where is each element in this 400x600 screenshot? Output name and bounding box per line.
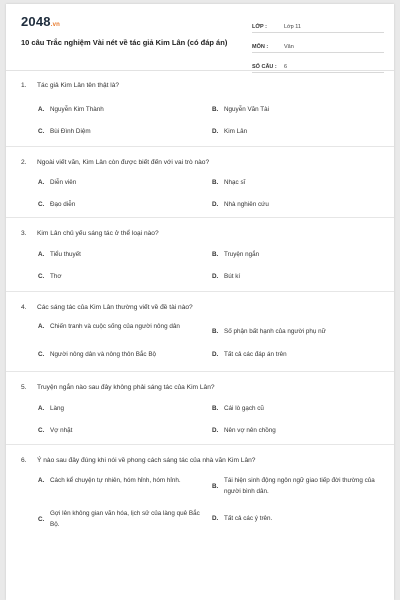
question-number: 3. — [21, 230, 27, 237]
meta-value: 6 — [284, 64, 288, 70]
option-text: Diễn viên — [50, 179, 77, 186]
question-list — [6, 70, 394, 560]
option-text: Thơ — [50, 273, 62, 280]
option-letter: D. — [212, 201, 219, 208]
question-prompt: Tác giả Kim Lân tên thật là? — [37, 82, 120, 89]
question-item — [6, 372, 394, 445]
question-text — [21, 292, 379, 311]
answer-option[interactable] — [212, 199, 269, 210]
answer-option[interactable] — [38, 104, 104, 115]
option-text: Tái hiện sinh động ngôn ngữ giao tiếp đời thường của người bình dân. — [224, 477, 375, 495]
option-text: Bùi Đình Diệm — [50, 128, 91, 135]
option-letter: B. — [212, 482, 219, 490]
option-text: Nguyễn Kim Thành — [50, 106, 104, 113]
question-text — [21, 445, 379, 464]
option-letter: C. — [38, 128, 45, 135]
answer-option[interactable] — [38, 321, 203, 332]
option-text: Nhà nghiên cứu — [224, 201, 269, 208]
option-letter: A. — [38, 251, 45, 258]
option-text: Nguyễn Văn Tài — [224, 106, 270, 113]
option-letter: B. — [212, 328, 219, 335]
option-text: Bút kí — [224, 273, 241, 280]
option-text: Kim Lân — [224, 128, 248, 135]
option-letter: D. — [212, 128, 219, 135]
option-letter: C. — [38, 273, 45, 280]
option-letter: B. — [212, 106, 219, 113]
question-text — [21, 147, 379, 166]
meta-label: SỐ CÂU : — [252, 64, 277, 70]
worksheet-header — [6, 4, 394, 71]
option-letter: A. — [38, 477, 45, 484]
meta-value: Văn — [284, 44, 294, 50]
question-text — [21, 218, 379, 237]
answer-option[interactable] — [212, 349, 287, 360]
answer-option[interactable] — [212, 104, 269, 115]
question-number: 6. — [21, 457, 27, 464]
option-letter: C. — [38, 515, 45, 523]
question-prompt: Ý nào sau đây đúng khi nói về phong cách sáng tác của nhà văn Kim Lân? — [37, 457, 256, 464]
option-text: Nhạc sĩ — [224, 179, 246, 186]
option-text: Tiểu thuyết — [50, 251, 81, 258]
question-item — [6, 292, 394, 372]
option-letter: D. — [212, 351, 219, 358]
option-text: Chiến tranh và cuộc sống của người nông dân — [50, 323, 180, 330]
logo-sub: .vn — [50, 22, 61, 28]
option-text: Truyện ngắn — [224, 251, 260, 258]
answer-option[interactable] — [212, 249, 259, 260]
option-letter: A. — [38, 323, 45, 330]
option-letter: C. — [38, 201, 45, 208]
site-logo[interactable] — [21, 14, 60, 29]
answer-option[interactable] — [38, 271, 61, 282]
option-letter: C. — [38, 427, 45, 434]
option-text: Gợi lên không gian văn hóa, lịch sử của làng quê Bắc Bộ. — [50, 510, 200, 528]
meta-label: MÔN : — [252, 44, 269, 50]
answer-option[interactable] — [38, 349, 156, 360]
answer-option[interactable] — [212, 403, 264, 414]
answer-option[interactable] — [212, 126, 247, 137]
meta-value: Lớp 11 — [284, 24, 301, 30]
question-number: 1. — [21, 82, 27, 89]
answer-option[interactable] — [38, 475, 206, 486]
answer-option[interactable] — [212, 177, 245, 188]
option-text: Tất cả các đáp án trên — [224, 351, 287, 358]
answer-option[interactable] — [38, 199, 75, 210]
answer-option[interactable] — [38, 403, 64, 414]
option-letter: B. — [212, 405, 219, 412]
option-text: Vợ nhặt — [50, 427, 73, 434]
option-letter: D. — [212, 273, 219, 280]
answer-option[interactable] — [212, 425, 276, 436]
question-item — [6, 70, 394, 147]
option-text: Tất cả các ý trên. — [224, 515, 273, 522]
question-text — [21, 372, 379, 391]
option-letter: C. — [38, 351, 45, 358]
answer-option[interactable] — [38, 126, 91, 137]
question-number: 5. — [21, 384, 27, 391]
answer-option[interactable] — [212, 513, 272, 524]
answer-option[interactable] — [212, 326, 326, 337]
answer-option[interactable] — [38, 425, 72, 436]
worksheet-page — [6, 4, 394, 600]
option-text: Nên vợ nên chồng — [224, 427, 276, 434]
option-letter: B. — [212, 251, 219, 258]
option-letter: B. — [212, 179, 219, 186]
question-text — [21, 70, 379, 89]
question-prompt: Các sáng tác của Kim Lân thường viết về đề tài nào? — [37, 304, 193, 311]
option-text: Cách kể chuyện tự nhiên, hóm hỉnh, hóm hỉnh. — [50, 477, 181, 484]
option-letter: A. — [38, 179, 45, 186]
meta-label: LỚP : — [252, 24, 267, 30]
worksheet-meta — [252, 16, 384, 76]
question-item — [6, 218, 394, 292]
answer-option[interactable] — [212, 271, 240, 282]
answer-option[interactable] — [38, 508, 206, 530]
question-prompt: Kim Lân chủ yếu sáng tác ở thể loại nào? — [37, 230, 159, 237]
option-letter: A. — [38, 106, 45, 113]
question-item — [6, 445, 394, 560]
logo-main: 2048 — [21, 14, 51, 29]
question-item — [6, 147, 394, 218]
question-prompt: Truyện ngắn nào sau đây không phải sáng tác của Kim Lân? — [37, 384, 215, 391]
option-text: Số phận bất hạnh của người phụ nữ — [224, 328, 326, 335]
answer-option[interactable] — [38, 177, 76, 188]
option-text: Cái lò gạch cũ — [224, 405, 264, 412]
meta-row-subject — [252, 36, 384, 53]
question-prompt: Ngoài viết văn, Kim Lân còn được biết đến với vai trò nào? — [37, 159, 210, 166]
answer-option[interactable] — [38, 249, 81, 260]
answer-option[interactable] — [212, 475, 382, 497]
option-text: Làng — [50, 405, 65, 412]
option-text: Đạo diễn — [50, 201, 76, 208]
option-letter: D. — [212, 515, 219, 522]
worksheet-title: 10 câu Trắc nghiệm Vài nét về tác giả Kim Lân (có đáp án) — [21, 38, 228, 47]
option-letter: D. — [212, 427, 219, 434]
question-number: 2. — [21, 159, 27, 166]
question-number: 4. — [21, 304, 27, 311]
option-text: Người nông dân và nông thôn Bắc Bộ — [50, 351, 157, 358]
meta-row-grade — [252, 16, 384, 33]
option-letter: A. — [38, 405, 45, 412]
